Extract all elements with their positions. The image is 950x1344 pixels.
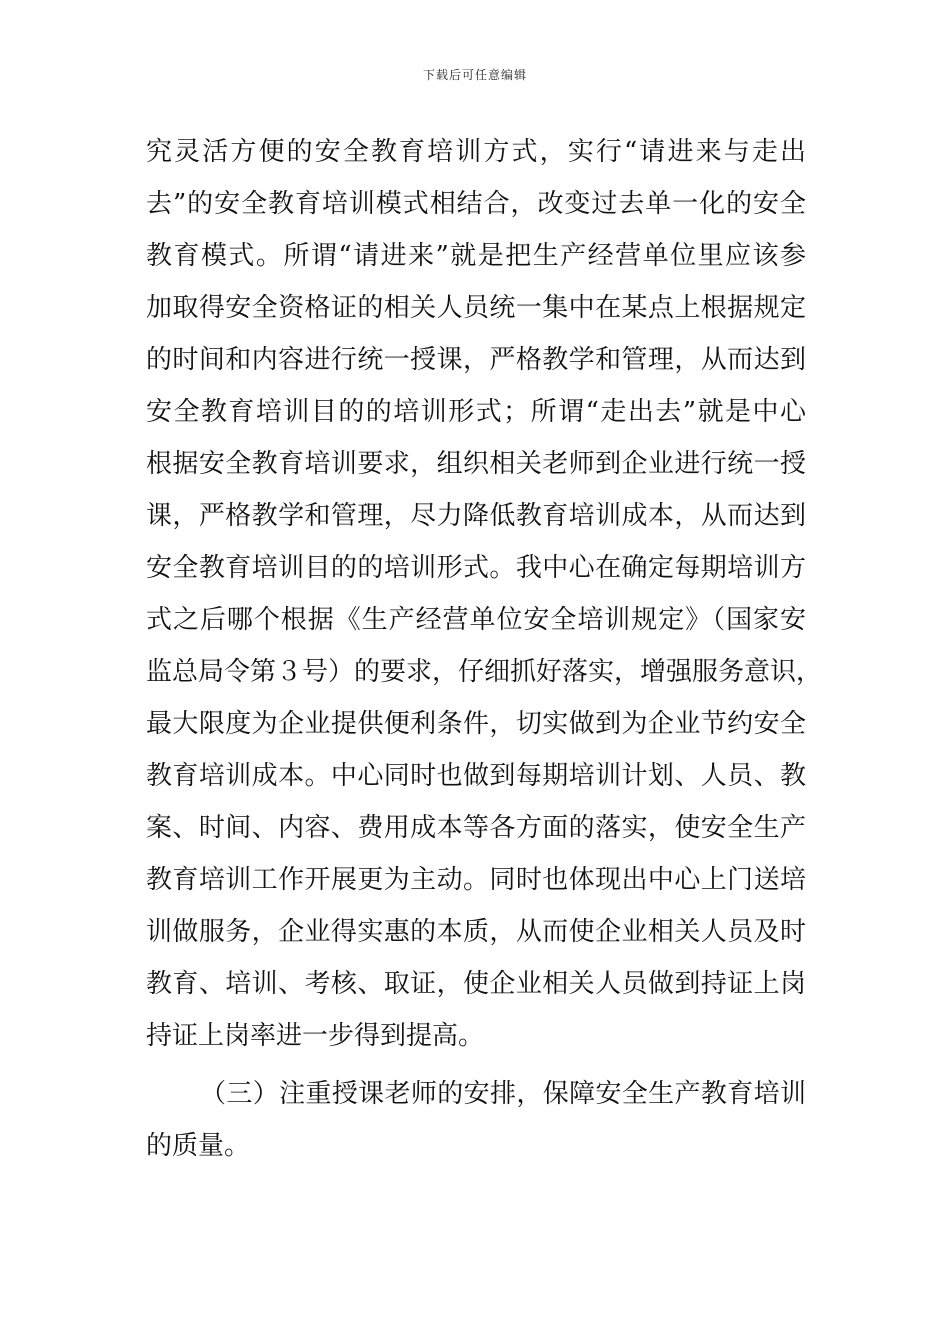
section-heading-line: 的质量。 — [146, 1131, 251, 1161]
paragraph-line: 教育培训成本。中心同时也做到每期培训计划、人员、教 — [146, 761, 806, 791]
paragraph-line: 根据安全教育培训要求，组织相关老师到企业进行统一授 — [146, 449, 806, 479]
paragraph-line: 训做服务，企业得实惠的本质，从而使企业相关人员及时 — [146, 917, 806, 947]
paragraph-line: 去”的安全教育培训模式相结合，改变过去单一化的安全 — [146, 189, 806, 219]
paragraph-line: 持证上岗率进一步得到提高。 — [146, 1021, 485, 1051]
paragraph-line: 的时间和内容进行统一授课，严格教学和管理，从而达到 — [146, 345, 806, 375]
page-header-note: 下载后可任意编辑 — [422, 68, 527, 82]
section-heading-line: （三）注重授课老师的安排，保障安全生产教育培训 — [200, 1079, 806, 1109]
paragraph-line: 究灵活方便的安全教育培训方式，实行“请进来与走出 — [146, 137, 806, 167]
paragraph-line: 案、时间、内容、费用成本等各方面的落实，使安全生产 — [146, 813, 806, 843]
section-heading-paragraph — [146, 1068, 806, 1172]
paragraph-line: 安全教育培训目的的培训形式。我中心在确定每期培训方 — [146, 553, 806, 583]
paragraph-line: 课，严格教学和管理，尽力降低教育培训成本，从而达到 — [146, 501, 806, 531]
paragraph-line: 式之后哪个根据《生产经营单位安全培训规定》（国家安 — [146, 605, 806, 635]
paragraph-line: 监总局令第３号）的要求，仔细抓好落实，增强服务意识， — [146, 657, 823, 687]
paragraph-line: 安全教育培训目的的培训形式；所谓“走出去”就是中心 — [146, 397, 806, 427]
paragraph-line: 教育、培训、考核、取证，使企业相关人员做到持证上岗 — [146, 969, 806, 999]
paragraph-line: 最大限度为企业提供便利条件，切实做到为企业节约安全 — [146, 709, 806, 739]
body-paragraph — [146, 126, 823, 1062]
paragraph-line: 加取得安全资格证的相关人员统一集中在某点上根据规定 — [146, 293, 806, 323]
paragraph-line: 教育模式。所谓“请进来”就是把生产经营单位里应该参 — [146, 241, 806, 271]
paragraph-line: 教育培训工作开展更为主动。同时也体现出中心上门送培 — [146, 865, 806, 895]
